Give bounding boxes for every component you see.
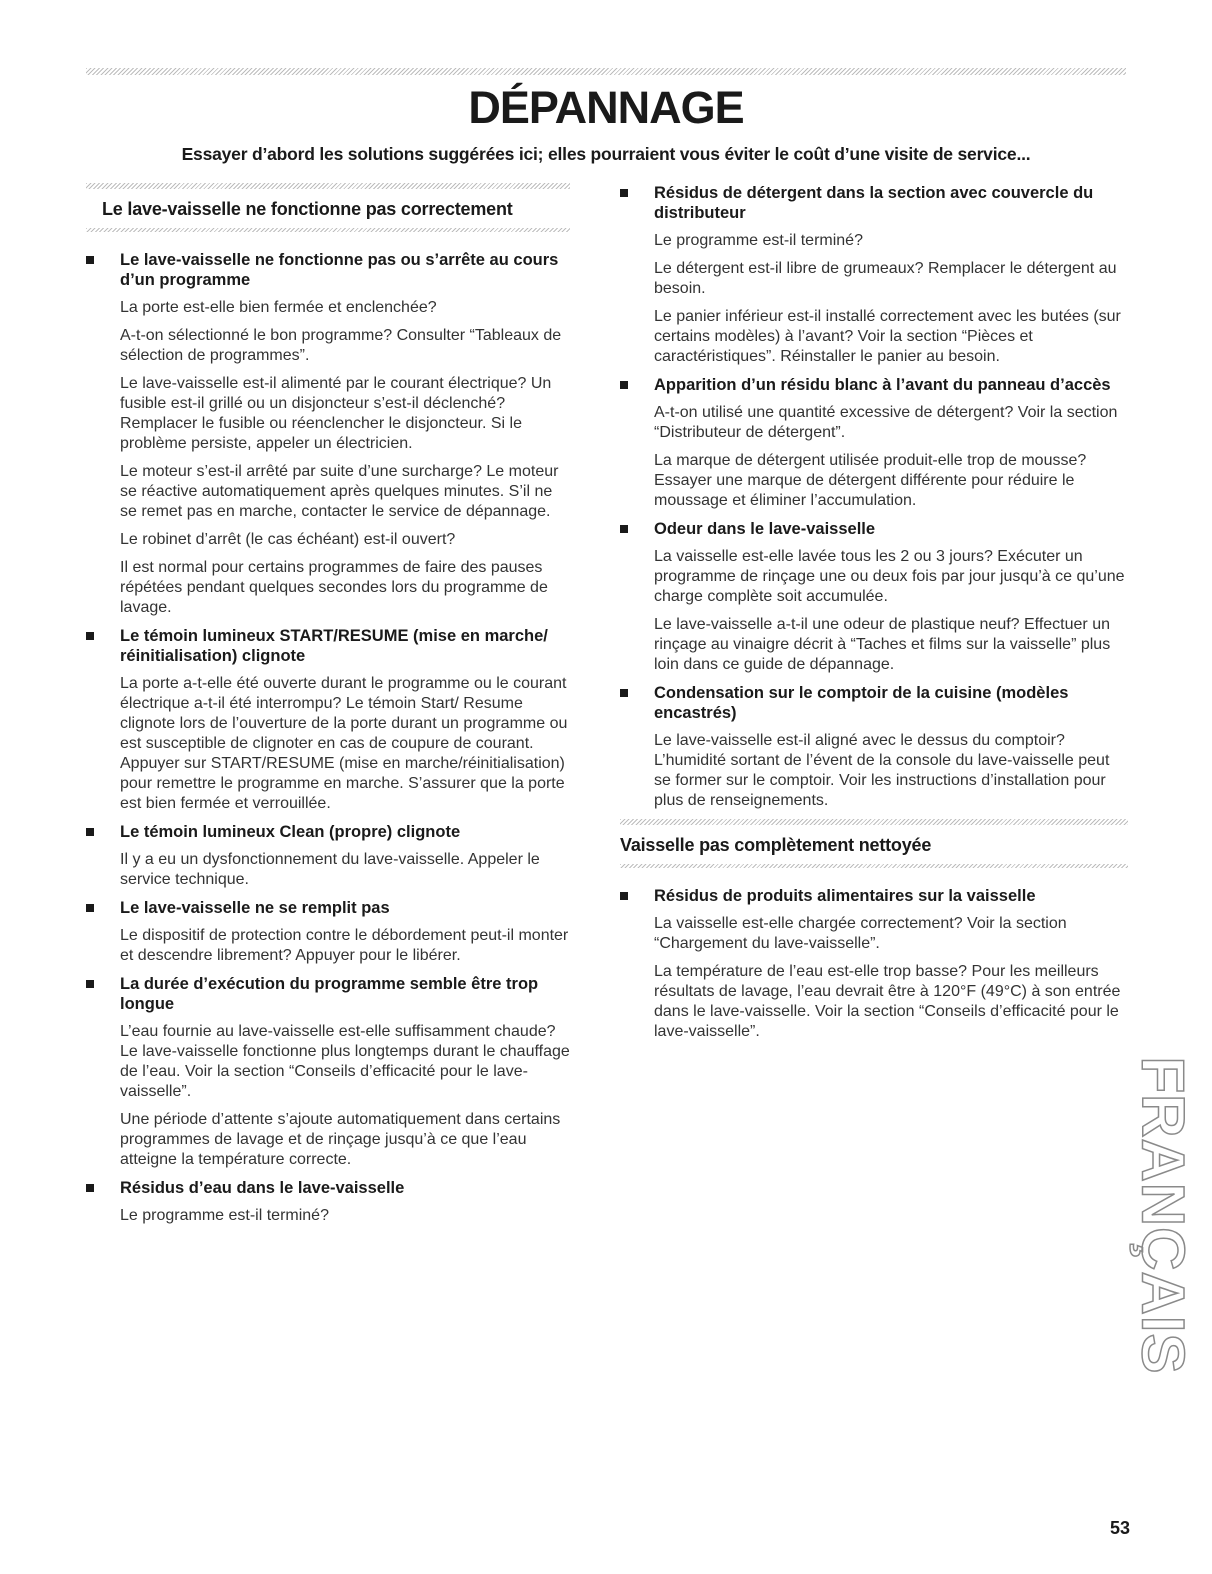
item-paragraph: Le panier inférieur est-il installé correctement avec les butées (sur certains modèles) à l’avant? Voir la section “Pièces et caractéristiques”. Réinstaller le panier au besoin.	[654, 308, 1121, 365]
item-title	[86, 974, 570, 1014]
item-paragraph: Il est normal pour certains programmes de faire des pauses répétées pendant quelques secondes lors du programme de lavage.	[120, 559, 548, 616]
troubleshoot-item	[620, 683, 1128, 811]
item-title-text: Apparition d’un résidu blanc à l’avant du panneau d’accès	[654, 376, 1111, 394]
item-title	[620, 886, 1128, 906]
item-paragraph: La porte est-elle bien fermée et enclenchée?	[120, 299, 437, 316]
troubleshoot-item	[620, 886, 1128, 1042]
troubleshoot-item	[620, 375, 1128, 511]
item-title	[86, 626, 570, 666]
item-paragraph: Le programme est-il terminé?	[120, 1207, 329, 1224]
top-rule	[86, 68, 1126, 75]
item-paragraph: Le lave-vaisselle est-il alimenté par le courant électrique? Un fusible est-il grillé ou un disjoncteur s’est-il déclenché? Remplacer le fusible ou réenclencher le disjoncteur. Si le problème persiste, appeler un électricien.	[120, 375, 552, 452]
item-title-text: Résidus de détergent dans la section avec couvercle du distributeur	[654, 184, 1094, 222]
item-paragraph: La porte a-t-elle été ouverte durant le programme ou le courant électrique a-t-il été interrompu? Le témoin Start/ Resume clignote lors de l’ouverture de la porte durant un programme ou est susceptible de clignoter en cas de coupure de courant. Appuyer sur START/RESUME (mise en marche/réinitialisation) pour remettre le programme en marche. S’assurer que la porte est bien fermée et verrouillée.	[120, 675, 568, 812]
item-title	[86, 1178, 570, 1198]
item-title-text: Le lave-vaisselle ne se remplit pas	[120, 899, 390, 917]
square-bullet-icon	[620, 689, 628, 697]
section-heading-left	[86, 183, 570, 232]
item-title-text: Résidus de produits alimentaires sur la vaisselle	[654, 887, 1036, 905]
item-paragraph: Le programme est-il terminé?	[654, 232, 863, 249]
left-items	[86, 250, 570, 1226]
square-bullet-icon	[86, 1184, 94, 1192]
square-bullet-icon	[86, 980, 94, 988]
item-paragraph: Le robinet d’arrêt (le cas échéant) est-il ouvert?	[120, 531, 456, 548]
troubleshoot-item	[620, 519, 1128, 675]
item-paragraph: Le dispositif de protection contre le débordement peut-il monter et descendre librement? Appuyer pour le libérer.	[120, 927, 569, 964]
left-column	[86, 183, 570, 1234]
square-bullet-icon	[620, 381, 628, 389]
item-paragraph: La vaisselle est-elle chargée correctement? Voir la section “Chargement du lave-vaisselle”.	[654, 915, 1067, 952]
item-title-text: Résidus d’eau dans le lave-vaisselle	[120, 1179, 405, 1197]
troubleshoot-item	[86, 1178, 570, 1226]
item-title	[620, 683, 1128, 723]
item-title	[86, 822, 570, 842]
section-rule	[620, 864, 1128, 868]
page-number: 53	[1109, 1518, 1130, 1538]
language-tab	[1129, 1056, 1197, 1374]
page-title: DÉPANNAGE	[468, 82, 744, 133]
item-paragraph: Le lave-vaisselle est-il aligné avec le dessus du comptoir? L’humidité sortant de l’évent de la console du lave-vaisselle peut se former sur le comptoir. Voir les instructions d’installation pour plus de renseignements.	[654, 732, 1110, 809]
troubleshoot-item	[86, 626, 570, 814]
square-bullet-icon	[620, 892, 628, 900]
right-column	[620, 183, 1128, 1050]
item-title-text: Le témoin lumineux START/RESUME (mise en marche/ réinitialisation) clignote	[120, 627, 548, 665]
section-heading-right	[620, 819, 1128, 868]
section-rule	[86, 183, 570, 189]
item-paragraph: La température de l’eau est-elle trop basse? Pour les meilleurs résultats de lavage, l’eau devrait être à 120°F (49°C) à son entrée dans le lave-vaisselle. Voir la section “Conseils d’efficacité pour le lave-vaisselle”.	[654, 963, 1121, 1040]
item-paragraph: A-t-on utilisé une quantité excessive de détergent? Voir la section “Distributeur de détergent”.	[654, 404, 1118, 441]
right-items-2	[620, 886, 1128, 1042]
troubleshoot-item	[86, 974, 570, 1170]
item-paragraph: Une période d’attente s’ajoute automatiquement dans certains programmes de lavage et de rinçage jusqu’à ce que l’eau atteigne la température correcte.	[120, 1111, 561, 1168]
square-bullet-icon	[86, 904, 94, 912]
item-paragraph: Le détergent est-il libre de grumeaux? Remplacer le détergent au besoin.	[654, 260, 1117, 297]
right-items	[620, 183, 1128, 811]
troubleshoot-item	[620, 183, 1128, 367]
troubleshoot-item	[86, 250, 570, 618]
troubleshoot-item	[86, 898, 570, 966]
language-tab-label: FRANÇAIS	[1129, 1056, 1197, 1374]
troubleshoot-item	[86, 822, 570, 890]
item-paragraph: La marque de détergent utilisée produit-elle trop de mousse? Essayer une marque de détergent différente pour réduire le moussage et éliminer l’accumulation.	[654, 452, 1087, 509]
item-title	[86, 898, 570, 918]
item-title-text: Le lave-vaisselle ne fonctionne pas ou s’arrête au cours d’un programme	[120, 251, 559, 289]
section-rule	[86, 228, 570, 232]
square-bullet-icon	[86, 632, 94, 640]
square-bullet-icon	[86, 256, 94, 264]
item-title-text: La durée d’exécution du programme semble être trop longue	[120, 975, 539, 1013]
item-paragraph: La vaisselle est-elle lavée tous les 2 ou 3 jours? Exécuter un programme de rinçage une ou deux fois par jour jusqu’à ce qu’une charge complète soit accumulée.	[654, 548, 1125, 605]
section-title: Vaisselle pas complètement nettoyée	[620, 835, 932, 855]
item-paragraph: Le lave-vaisselle a-t-il une odeur de plastique neuf? Effectuer un rinçage au vinaigre décrit à “Taches et films sur la vaisselle” plus loin dans ce guide de dépannage.	[654, 616, 1111, 673]
item-title-text: Condensation sur le comptoir de la cuisine (modèles encastrés)	[654, 684, 1069, 722]
section-rule	[620, 819, 1128, 825]
item-paragraph: L’eau fournie au lave-vaisselle est-elle suffisamment chaude? Le lave-vaisselle fonctionne plus longtemps durant le chauffage de l’eau. Voir la section “Conseils d’efficacité pour le lave-vaisselle”.	[120, 1023, 570, 1100]
section-title: Le lave-vaisselle ne fonctionne pas correctement	[102, 199, 513, 219]
square-bullet-icon	[86, 828, 94, 836]
item-title	[620, 183, 1128, 223]
page-subtitle: Essayer d’abord les solutions suggérées ici; elles pourraient vous éviter le coût d’une visite de service...	[181, 144, 1031, 164]
item-title	[620, 375, 1128, 395]
item-title	[620, 519, 1128, 539]
square-bullet-icon	[620, 525, 628, 533]
item-paragraph: A-t-on sélectionné le bon programme? Consulter “Tableaux de sélection de programmes”.	[120, 327, 562, 364]
item-title-text: Le témoin lumineux Clean (propre) clignote	[120, 823, 461, 841]
item-paragraph: Le moteur s’est-il arrêté par suite d’une surcharge? Le moteur se réactive automatiquement après quelques minutes. S’il ne se remet pas en marche, contacter le service de dépannage.	[120, 463, 559, 520]
item-title-text: Odeur dans le lave-vaisselle	[654, 520, 876, 538]
item-paragraph: Il y a eu un dysfonctionnement du lave-vaisselle. Appeler le service technique.	[120, 851, 540, 888]
item-title	[86, 250, 570, 290]
square-bullet-icon	[620, 189, 628, 197]
